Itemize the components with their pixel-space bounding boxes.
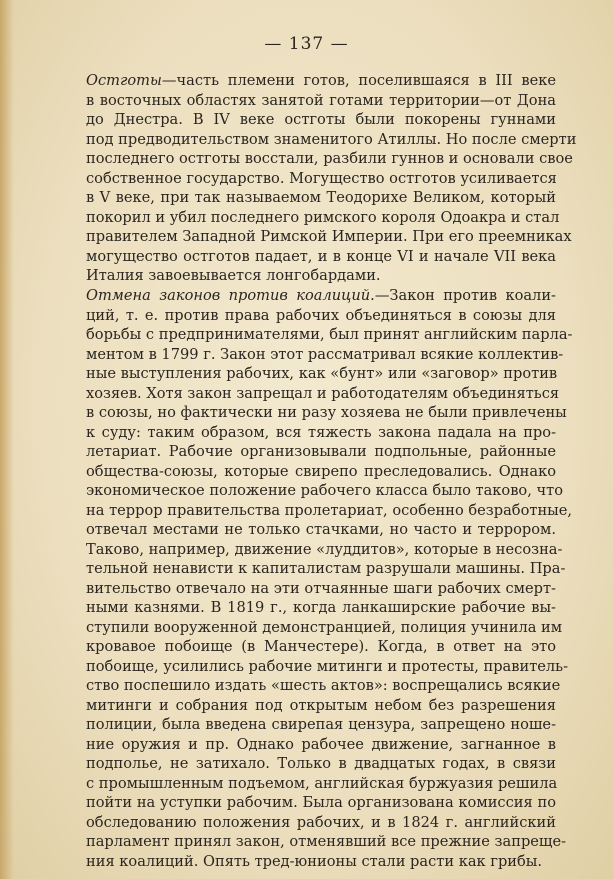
- entry-line: пойти на уступки рабочим. Была организована комиссия по: [86, 794, 556, 811]
- entry-line: парламент принял закон, отменявший все прежние запреще-: [86, 833, 567, 850]
- entry-line: в V веке, при так называемом Теодорихе Великом, который: [86, 189, 556, 206]
- entry-term: Остготы: [86, 72, 162, 89]
- entry-line: экономическое положение рабочего класса было таково, что: [86, 482, 563, 499]
- entry-line: ментом в 1799 г. Закон этот рассматривал всякие коллектив-: [86, 345, 564, 363]
- entry-line: в союзы, но фактически ни разу хозяева не были привлечены: [86, 404, 567, 421]
- entry-line: в восточных областях занятой готами территории—от Дона: [86, 91, 556, 109]
- entry-line: могущество остготов падает, и в конце VI и начале VII века: [86, 247, 556, 265]
- entry-line: ций, т. е. против права рабочих объединяться в союзы для: [86, 306, 556, 324]
- entry-line: к суду: таким образом, вся тяжесть закона падала на про-: [86, 423, 556, 441]
- entry-line: вительство отвечало на эти отчаянные шаги рабочих смерт-: [86, 579, 556, 597]
- entry-line: ные выступления рабочих, как «бунт» или «заговор» против: [86, 365, 558, 382]
- entry-line: ступили вооруженной демонстранцией, полиция учинила им: [86, 618, 563, 636]
- entry-line: побоище, усилились рабочие митинги и протесты, правитель-: [86, 657, 569, 675]
- entry-line: Таково, например, движение «луддитов», которые в несозна-: [86, 540, 563, 558]
- entry-line: полиции, была введена свирепая цензура, запрещено ноше-: [86, 716, 556, 733]
- entry-line: до Днестра. В IV веке остготы были покорены гуннами: [86, 111, 556, 128]
- entry-line: митинги и собрания под открытым небом без разрешения: [86, 696, 556, 714]
- entry-term: Отмена законов против коалиций.: [86, 287, 375, 304]
- entry-line: покорил и убил последнего римского короля Одоакра и стал: [86, 208, 560, 226]
- entry-line: ными казнями. В 1819 г., когда ланкаширские рабочие вы-: [86, 599, 556, 616]
- entry-line: хозяев. Хотя закон запрещал и работодателям объединяться: [86, 384, 560, 402]
- entry-line: кровавое побоище (в Манчестере). Когда, в ответ на это: [86, 638, 556, 655]
- entry-line: отвечал местами не только стачками, но часто и террором.: [86, 521, 556, 538]
- entry-line: Италия завоевывается лонгобардами.: [86, 267, 381, 284]
- entry-line: последнего остготы восстали, разбили гуннов и основали свое: [86, 150, 573, 167]
- entry-line: подполье, не затихало. Только в двадцатых годах, в связи: [86, 755, 556, 772]
- entry-line: собственное государство. Могущество остготов усиливается: [86, 169, 557, 187]
- entry-line: ство поспешило издать «шесть актов»: воспрещались всякие: [86, 677, 561, 694]
- entry-line: Остготы—часть племени готов, поселившаяся в III веке: [86, 72, 556, 89]
- entry-line: под предводительством знаменитого Атиллы. Но после смерти: [86, 130, 577, 148]
- entry-line: борьбы с предпринимателями, был принят английским парла-: [86, 326, 573, 343]
- entry-ostgoty: [86, 71, 577, 286]
- entry-line: ние оружия и пр. Однако рабочее движение, загнанное в: [86, 735, 556, 753]
- entry-otmena-zakonov: [86, 286, 573, 871]
- entry-line: на террор правительства пролетариат, особенно безработные,: [86, 501, 573, 519]
- entry-line: правителем Западной Римской Империи. При его преемниках: [86, 228, 572, 245]
- entry-line: Отмена законов против коалиций.—Закон против коали-: [86, 287, 556, 304]
- entry-line: летариат. Рабочие организовывали подпольные, районные: [86, 443, 556, 460]
- entry-line: ния коалиций. Опять тред-юнионы стали расти как грибы.: [86, 852, 543, 870]
- entry-line: с промышленным подъемом, английская буржуазия решила: [86, 774, 558, 792]
- page-number: — 137 —: [264, 34, 349, 54]
- entry-line: общества-союзы, которые свирепо преследовались. Однако: [86, 462, 556, 480]
- entry-line: обследованию положения рабочих, и в 1824 г. английский: [86, 813, 556, 831]
- entry-line: тельной ненависти к капиталистам разрушали машины. Пра-: [86, 560, 566, 577]
